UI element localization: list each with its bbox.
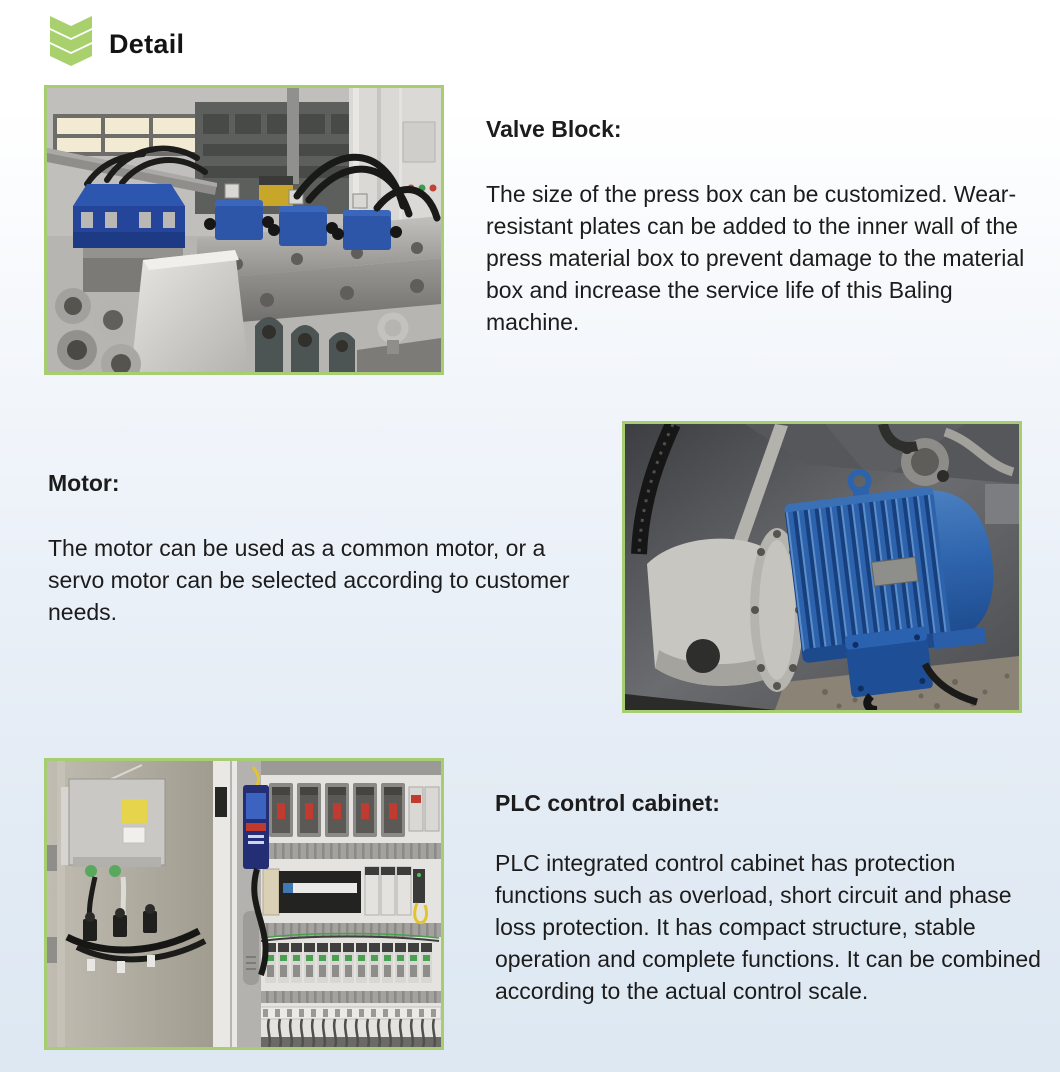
triple-chevron-down-icon: [48, 16, 94, 73]
valve-block-heading: Valve Block:: [486, 116, 622, 142]
motor-section: [48, 470, 596, 628]
valve-block-illustration: [47, 88, 441, 372]
plc-control-cabinet-heading: PLC control cabinet:: [495, 790, 720, 816]
plc-cabinet-illustration: [47, 761, 441, 1047]
plc-control-cabinet-section: [495, 790, 1053, 1007]
valve-block-section: [486, 116, 1042, 338]
motor-illustration: [625, 424, 1019, 710]
valve-block-description: The size of the press box can be customized. Wear-resistant plates can be added to the inner wall of the press material box to prevent damage to the material box and increase the service life of this Baling machine.: [486, 181, 1025, 335]
page-title: Detail: [109, 29, 185, 59]
motor-heading: Motor:: [48, 470, 120, 496]
plc-control-cabinet-photo: [44, 758, 444, 1050]
motor-description: The motor can be used as a common motor, or a servo motor can be selected according to customer needs.: [48, 535, 570, 625]
detail-header: [48, 16, 184, 73]
plc-control-cabinet-description: PLC integrated control cabinet has protection functions such as overload, short circuit and phase loss protection. It has compact structure, stable operation and complete functions. It can be combined according to the actual control scale.: [495, 850, 1041, 1004]
motor-photo: [622, 421, 1022, 713]
valve-block-photo: [44, 85, 444, 375]
